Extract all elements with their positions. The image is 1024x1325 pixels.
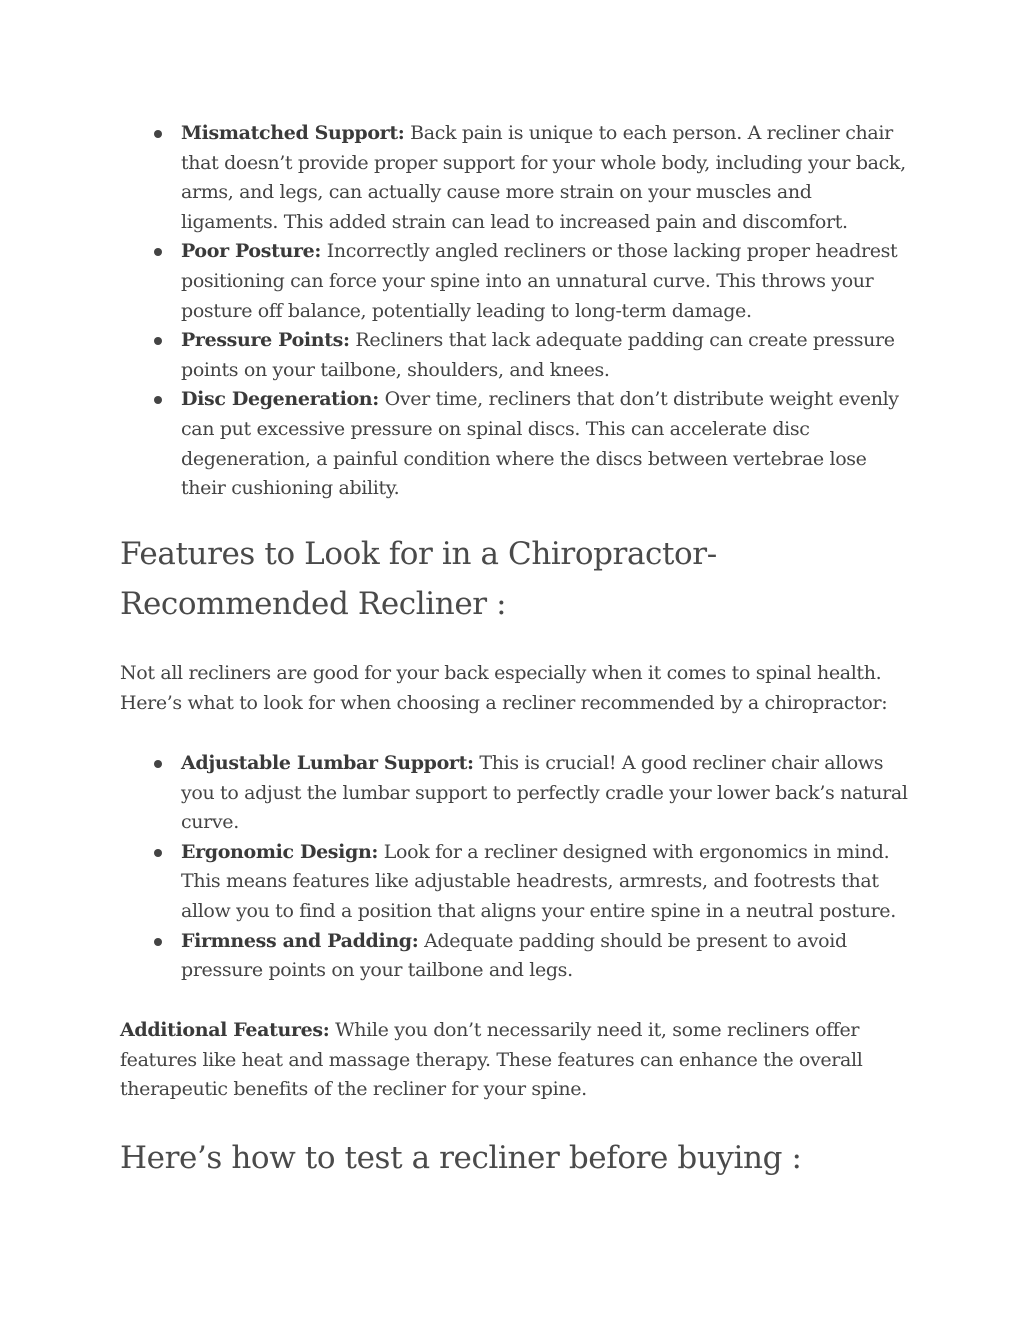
list-item [120,927,910,986]
item-lead: Pressure Points: [181,329,350,352]
item-lead: Mismatched Support: [181,122,405,144]
paragraph-body: While you don’t necessarily need it, some recliners offer features like heat and massage therapy. These features can enhance the overall therapeutic benefits of the recliner for your spine. [120,1019,863,1101]
intro-paragraph: Not all recliners are good for your back especially when it comes to spinal health. Here’s what to look for when choosing a recliner recommended by a chiropractor: [120,662,888,714]
paragraph-lead: Additional Features: [120,1019,330,1041]
item-body: Look for a recliner designed with ergonomics in mind. This means features like adjustable headrests, armrests, and footrests that allow you to find a position that aligns your entire spine in a neutral posture. [181,840,896,922]
list-item [120,326,910,385]
list-item [120,385,910,503]
item-lead: Disc Degeneration: [181,388,379,411]
item-body: Incorrectly angled recliners or those lacking proper headrest positioning can force your spine into an unnatural curve. This throws your posture off balance, potentially leading to long-term damage. [181,240,898,322]
list-item [120,749,910,838]
list-item [120,838,910,927]
section-heading-test: Here’s how to test a recliner before buying : [120,1140,802,1176]
item-lead: Adjustable Lumbar Support: [181,752,474,774]
item-body: Back pain is unique to each person. A recliner chair that doesn’t provide proper support for your whole body, including your back, arms, and legs, can actually cause more strain on your muscles and ligaments. This added strain can lead to increased pain and discomfort. [181,122,906,233]
item-lead: Firmness and Padding: [181,929,419,952]
list-item [120,237,910,326]
item-lead: Poor Posture: [181,240,322,263]
item-body: Over time, recliners that don’t distribute weight evenly can put excessive pressure on spinal discs. This can accelerate disc degeneration, a painful condition where the discs between vertebrae lose their cushioning ability. [181,388,899,500]
features-list [120,749,910,986]
problems-list [120,119,910,504]
item-lead: Ergonomic Design: [181,840,379,863]
item-body: This is crucial! A good recliner chair allows you to adjust the lumbar support to perfectly cradle your lower back’s natural curve. [181,752,908,834]
item-body: Recliners that lack adequate padding can create pressure points on your tailbone, shoulders, and knees. [181,329,895,381]
list-item [120,119,910,237]
additional-features-paragraph [120,1016,910,1105]
section-heading-features: Features to Look for in a Chiropractor-Recommended Recliner : [120,536,717,622]
item-body: Adequate padding should be present to avoid pressure points on your tailbone and legs. [181,929,847,982]
